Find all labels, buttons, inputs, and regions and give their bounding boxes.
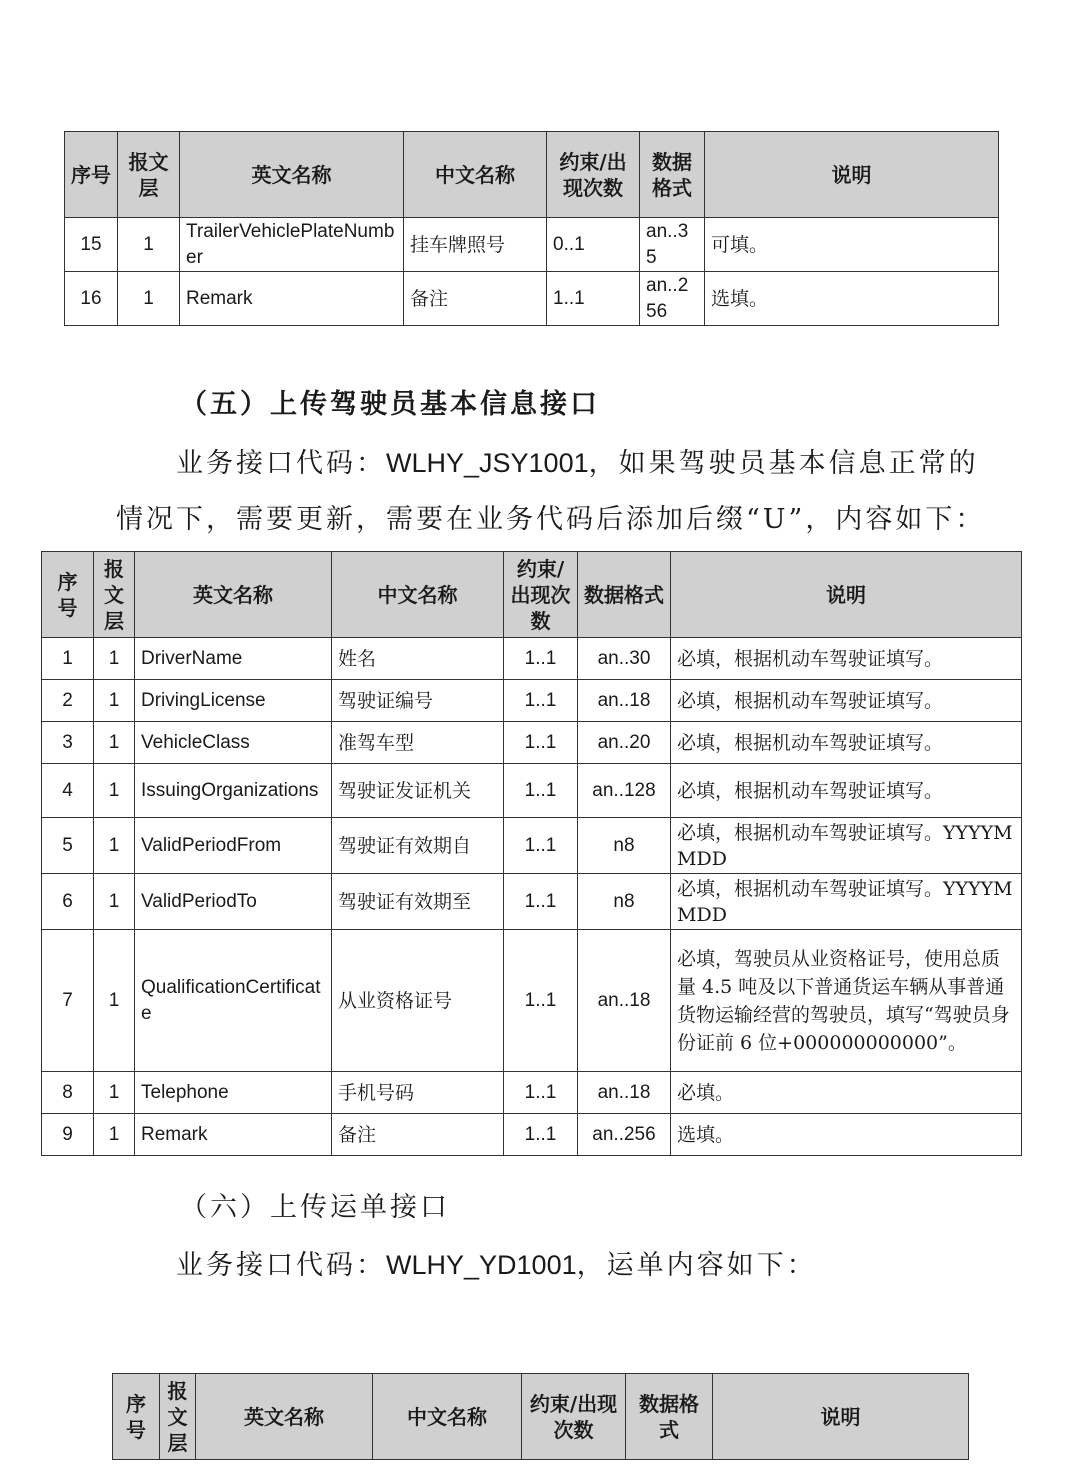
- table-row: [42, 722, 1022, 764]
- cell-cn-name: 备注: [404, 272, 547, 326]
- cell-format: an..35: [640, 218, 705, 272]
- cell-format: an..20: [578, 722, 671, 764]
- para-prefix: 业务接口代码：: [176, 1250, 386, 1281]
- header-desc: 说明: [671, 552, 1022, 638]
- cell-seq: 9: [42, 1114, 94, 1156]
- header-format: 数据格式: [578, 552, 671, 638]
- para-suffix: ，运单内容如下：: [576, 1250, 817, 1281]
- cell-cn-name: 驾驶证编号: [332, 680, 504, 722]
- header-level: 报文层: [118, 132, 180, 218]
- cell-constraint: 1..1: [504, 874, 578, 930]
- cell-en-name: Remark: [180, 272, 404, 326]
- header-constraint: 约束/出现次数: [504, 552, 578, 638]
- table-header-row: [65, 132, 999, 218]
- cell-desc: 必填，根据机动车驾驶证填写。YYYYMMDD: [671, 818, 1022, 874]
- cell-seq: 15: [65, 218, 118, 272]
- header-seq: 序号: [42, 552, 94, 638]
- cell-en-name: ValidPeriodFrom: [135, 818, 332, 874]
- table-row: [42, 818, 1022, 874]
- cell-seq: 4: [42, 764, 94, 818]
- table-row: [65, 272, 999, 326]
- table-header-row: [42, 552, 1022, 638]
- cell-cn-name: 手机号码: [332, 1072, 504, 1114]
- section-heading-6: （六）上传运单接口: [180, 1192, 450, 1223]
- cell-constraint: 1..1: [504, 930, 578, 1072]
- cell-desc: 选填。: [671, 1114, 1022, 1156]
- cell-desc: 必填，根据机动车驾驶证填写。: [671, 638, 1022, 680]
- header-level: 报文层: [160, 1374, 196, 1460]
- section-heading-5: （五）上传驾驶员基本信息接口: [180, 389, 600, 420]
- cell-cn-name: 准驾车型: [332, 722, 504, 764]
- cell-constraint: 1..1: [504, 1072, 578, 1114]
- header-en-name: 英文名称: [135, 552, 332, 638]
- header-desc: 说明: [713, 1374, 969, 1460]
- cell-format: n8: [578, 818, 671, 874]
- section-5-paragraph-line2: 情况下，需要更新，需要在业务代码后添加后缀“U”，内容如下：: [116, 504, 986, 535]
- cell-en-name: ValidPeriodTo: [135, 874, 332, 930]
- cell-en-name: TrailerVehiclePlateNumber: [180, 218, 404, 272]
- cell-en-name: Telephone: [135, 1072, 332, 1114]
- cell-seq: 5: [42, 818, 94, 874]
- cell-cn-name: 姓名: [332, 638, 504, 680]
- cell-constraint: 0..1: [547, 218, 640, 272]
- header-cn-name: 中文名称: [373, 1374, 522, 1460]
- header-cn-name: 中文名称: [404, 132, 547, 218]
- waybill-table: [112, 1373, 969, 1460]
- cell-desc: 必填，根据机动车驾驶证填写。: [671, 680, 1022, 722]
- cell-format: an..30: [578, 638, 671, 680]
- table-row: [42, 930, 1022, 1072]
- header-seq: 序号: [113, 1374, 160, 1460]
- cell-level: 1: [94, 818, 135, 874]
- cell-en-name: DriverName: [135, 638, 332, 680]
- cell-level: 1: [118, 218, 180, 272]
- cell-constraint: 1..1: [504, 680, 578, 722]
- cell-format: an..128: [578, 764, 671, 818]
- cell-desc: 必填。: [671, 1072, 1022, 1114]
- cell-format: an..256: [640, 272, 705, 326]
- cell-level: 1: [94, 638, 135, 680]
- cell-format: n8: [578, 874, 671, 930]
- para-prefix: 业务接口代码：: [176, 448, 386, 479]
- header-cn-name: 中文名称: [332, 552, 504, 638]
- cell-level: 1: [94, 930, 135, 1072]
- table-row: [42, 764, 1022, 818]
- cell-en-name: Remark: [135, 1114, 332, 1156]
- cell-cn-name: 备注: [332, 1114, 504, 1156]
- para-suffix: ，如果驾驶员基本信息正常的: [588, 448, 979, 479]
- cell-constraint: 1..1: [504, 764, 578, 818]
- header-level: 报文层: [94, 552, 135, 638]
- cell-seq: 8: [42, 1072, 94, 1114]
- cell-format: an..18: [578, 680, 671, 722]
- cell-level: 1: [94, 680, 135, 722]
- cell-level: 1: [94, 874, 135, 930]
- cell-desc: 可填。: [705, 218, 999, 272]
- header-seq: 序号: [65, 132, 118, 218]
- interface-code: WLHY_JSY1001: [386, 448, 589, 478]
- cell-desc: 必填，根据机动车驾驶证填写。: [671, 722, 1022, 764]
- header-constraint: 约束/出现次数: [547, 132, 640, 218]
- cell-format: an..18: [578, 1072, 671, 1114]
- cell-cn-name: 从业资格证号: [332, 930, 504, 1072]
- cell-seq: 3: [42, 722, 94, 764]
- cell-seq: 2: [42, 680, 94, 722]
- cell-constraint: 1..1: [504, 722, 578, 764]
- table-row: [42, 680, 1022, 722]
- cell-en-name: VehicleClass: [135, 722, 332, 764]
- cell-constraint: 1..1: [504, 1114, 578, 1156]
- cell-level: 1: [118, 272, 180, 326]
- header-constraint: 约束/出现次数: [522, 1374, 626, 1460]
- driver-info-table: [41, 551, 1022, 1156]
- cell-format: an..18: [578, 930, 671, 1072]
- cell-seq: 6: [42, 874, 94, 930]
- interface-code: WLHY_YD1001: [386, 1250, 577, 1280]
- table-row: [42, 1114, 1022, 1156]
- cell-level: 1: [94, 1114, 135, 1156]
- cell-en-name: DrivingLicense: [135, 680, 332, 722]
- section-5-paragraph-line1: [176, 441, 979, 480]
- cell-level: 1: [94, 1072, 135, 1114]
- cell-cn-name: 挂车牌照号: [404, 218, 547, 272]
- cell-constraint: 1..1: [504, 818, 578, 874]
- cell-format: an..256: [578, 1114, 671, 1156]
- header-format: 数据格式: [640, 132, 705, 218]
- cell-en-name: QualificationCertificate: [135, 930, 332, 1072]
- cell-en-name: IssuingOrganizations: [135, 764, 332, 818]
- cell-seq: 16: [65, 272, 118, 326]
- cell-constraint: 1..1: [504, 638, 578, 680]
- cell-desc: 必填，根据机动车驾驶证填写。: [671, 764, 1022, 818]
- header-desc: 说明: [705, 132, 999, 218]
- table-row: [65, 218, 999, 272]
- header-format: 数据格式: [626, 1374, 713, 1460]
- header-en-name: 英文名称: [180, 132, 404, 218]
- cell-cn-name: 驾驶证有效期至: [332, 874, 504, 930]
- cell-level: 1: [94, 764, 135, 818]
- cell-cn-name: 驾驶证发证机关: [332, 764, 504, 818]
- cell-desc: 选填。: [705, 272, 999, 326]
- table-header-row: [113, 1374, 969, 1460]
- table-row: [42, 1072, 1022, 1114]
- section-6-paragraph: [176, 1243, 817, 1282]
- table-row: [42, 874, 1022, 930]
- cell-seq: 1: [42, 638, 94, 680]
- cell-seq: 7: [42, 930, 94, 1072]
- cell-level: 1: [94, 722, 135, 764]
- cell-desc: 必填，根据机动车驾驶证填写。YYYYMMDD: [671, 874, 1022, 930]
- table-continued: [64, 131, 999, 326]
- cell-constraint: 1..1: [547, 272, 640, 326]
- cell-cn-name: 驾驶证有效期自: [332, 818, 504, 874]
- table-row: [42, 638, 1022, 680]
- header-en-name: 英文名称: [196, 1374, 373, 1460]
- cell-desc: 必填，驾驶员从业资格证号，使用总质量 4.5 吨及以下普通货运车辆从事普通货物运输经营的驾驶员，填写“驾驶员身份证前 6 位+000000000000”。: [671, 930, 1022, 1072]
